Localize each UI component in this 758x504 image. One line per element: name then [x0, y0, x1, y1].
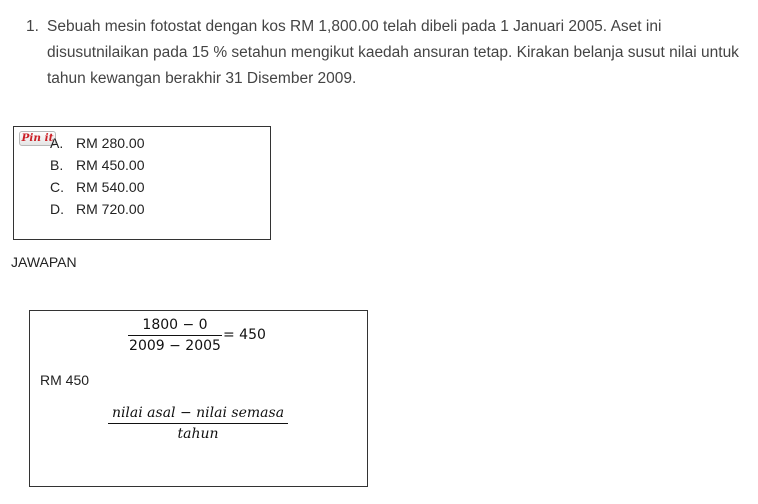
option-value: RM 720.00 [76, 201, 145, 217]
option-value: RM 540.00 [76, 179, 145, 195]
option-b [50, 155, 144, 175]
question [26, 14, 754, 92]
option-letter: D. [50, 201, 64, 217]
option-letter: C. [50, 179, 64, 195]
option-letter: A. [50, 135, 64, 151]
formula-fraction [108, 403, 288, 444]
option-value: RM 450.00 [76, 157, 145, 173]
calculation-result: = 450 [223, 327, 266, 343]
calculation-fraction [127, 315, 223, 356]
pinterest-pin-it-button[interactable]: Pin it [19, 131, 56, 146]
option-d [50, 199, 144, 219]
answer-value: RM 450 [40, 372, 90, 388]
calculation-denominator: 2009 − 2005 [129, 338, 221, 354]
answer-heading: JAWAPAN [11, 254, 77, 270]
option-a [50, 133, 144, 153]
formula-denominator: tahun [177, 426, 219, 442]
option-value: RM 280.00 [76, 135, 145, 151]
question-number: 1. [26, 18, 39, 35]
formula-numerator: nilai asal − nilai semasa [111, 405, 285, 421]
options-box [13, 126, 271, 240]
calculation-numerator: 1800 − 0 [142, 317, 208, 333]
question-text: Sebuah mesin fotostat dengan kos RM 1,800.00 telah dibeli pada 1 Januari 2005. Aset ini disusutnilaikan pada 15 % setahun mengikut kaedah ansuran tetap. Kirakan belanja susut nilai untuk tahun kewangan berakhir 31 Disember 2009. [47, 18, 739, 87]
answer-box [29, 310, 368, 487]
option-c [50, 177, 144, 197]
option-letter: B. [50, 157, 64, 173]
